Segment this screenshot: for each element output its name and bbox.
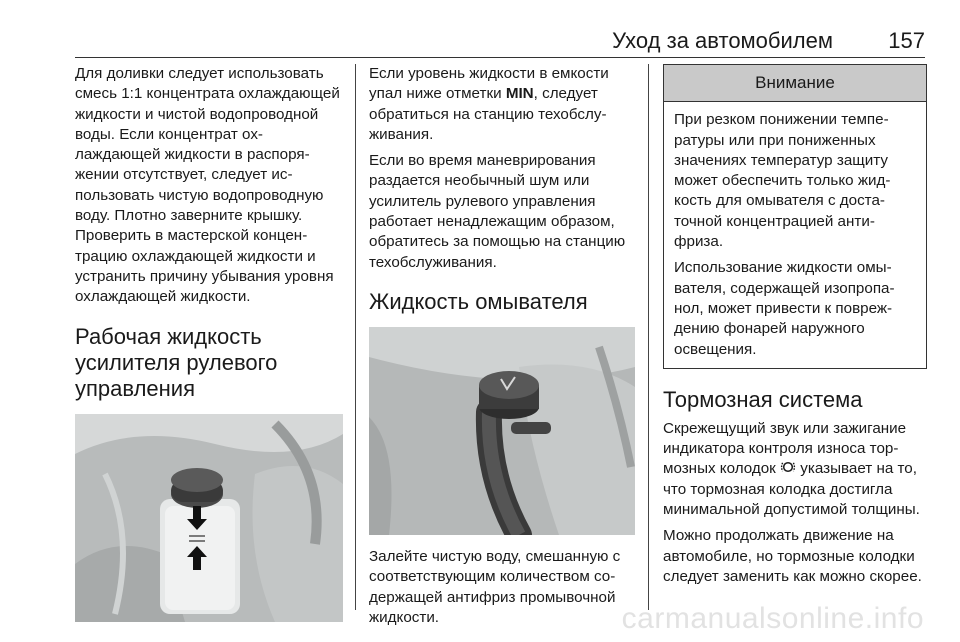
washer-fill-paragraph: Залейте чистую воду, смешанную с соответствующим количеством содержащей антифриз промывочной жидкости. bbox=[369, 547, 621, 626]
column-divider-1 bbox=[355, 64, 356, 610]
warning-box bbox=[663, 64, 927, 369]
brake-pad-wear-icon bbox=[780, 459, 796, 475]
power-steering-noise-paragraph: Если во время маневрирования раздается необычный шум или усилитель рулевого управления работает ненадлежащим образом, обратитесь за помощью на станцию техобслуживания. bbox=[369, 152, 626, 271]
header-title: Уход за автомобилем bbox=[612, 28, 833, 53]
column-3 bbox=[663, 64, 927, 593]
brake-wear-paragraph: Скрежещущий звук или зажигание индикатора контроля износа тормозных колодок указывает на то, что тормозная колодка достигла минимальной допустимой толщины. bbox=[663, 419, 920, 519]
warning-paragraph-2: Использование жидкости омывателя, содержащей изопропанол, может привести к повреждению фонарей наружного освещения. bbox=[674, 259, 895, 358]
coolant-refill-paragraph: Для доливки следует использовать смесь 1:1 концентрата охлаждающей жидкости и чистой водопроводной воды. Если концентрат охлаждающей жидкости в распоряжении отсутствует, следует использовать чистую водопроводную воду. Плотно заверните крышку. Проверить в мастерской концентрацию охлаждающей жидкости и устранить причину убывания уровня охлаждающей жидкости. bbox=[75, 65, 340, 306]
warning-title: Внимание bbox=[664, 65, 926, 102]
watermark: carmanualsonline.info bbox=[621, 602, 924, 635]
power-steering-fluid-heading: Рабочая жидкость усилителя рулевого управления bbox=[75, 323, 278, 401]
washer-fluid-heading: Жидкость омывателя bbox=[369, 288, 588, 314]
brake-system-heading: Тормозная система bbox=[663, 386, 863, 412]
coolant-reservoir-photo bbox=[75, 414, 343, 622]
washer-reservoir-photo bbox=[369, 327, 635, 535]
warning-body bbox=[664, 102, 926, 368]
page-number: 157 bbox=[888, 28, 925, 53]
page-header bbox=[75, 22, 925, 58]
column-divider-2 bbox=[648, 64, 649, 610]
min-mark: MIN bbox=[505, 85, 534, 103]
warning-paragraph-1: При резком понижении температуры или при пониженных значениях температур защиту может обеспечить только жидкость для омывателя с достаточной концентрацией антифриза. bbox=[674, 111, 891, 251]
header-rule bbox=[75, 57, 925, 59]
power-steering-level-paragraph: Если уровень жидкости в емкости упал ниже отметки MIN, следует обратиться на станцию техобслуживания. bbox=[369, 65, 609, 143]
column-1 bbox=[75, 64, 343, 622]
column-2 bbox=[369, 64, 635, 634]
brake-replace-paragraph: Можно продолжать движение на автомобиле, но тормозные колодки следует заменить как можно скорее. bbox=[663, 527, 922, 585]
